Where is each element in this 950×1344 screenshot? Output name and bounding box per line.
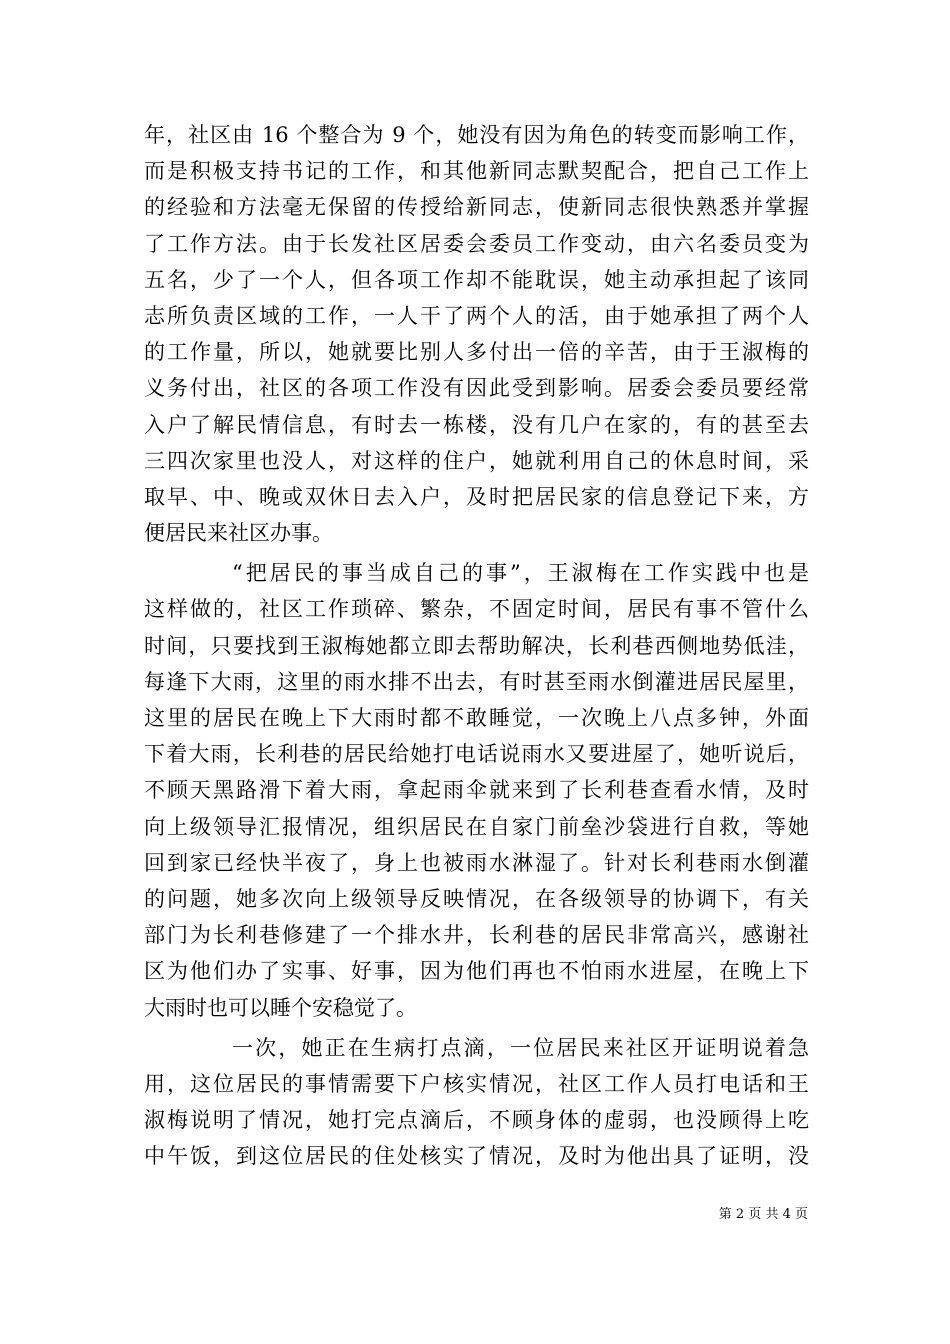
text-line: 下着大雨，长利巷的居民给她打电话说雨水又要进屋了，她听说后，	[144, 742, 809, 767]
text-line: 的问题，她多次向上级领导反映情况，在各级领导的协调下，有关	[144, 886, 809, 911]
text-line: 回到家已经快半夜了，身上也被雨水淋湿了。针对长利巷雨水倒灌	[144, 850, 809, 875]
text-line: 向上级领导汇报情况，组织居民在自家门前垒沙袋进行自救，等她	[144, 814, 809, 839]
text-line: 取早、中、晚或双休日去入户，及时把居民家的信息登记下来，方	[144, 484, 809, 509]
text-line: 义务付出，社区的各项工作没有因此受到影响。居委会委员要经常	[144, 376, 809, 401]
text-line: 这里的居民在晚上下大雨时都不敢睡觉，一次晚上八点多钟，外面	[144, 706, 809, 730]
text-line: 中午饭，到这位居民的住处核实了情况，及时为他出具了证明，没	[144, 1144, 809, 1169]
text-line: 而是积极支持书记的工作，和其他新同志默契配合，把自己工作上	[144, 159, 809, 184]
text-line: 了工作方法。由于长发社区居委会委员工作变动，由六名委员变为	[144, 231, 809, 256]
text-line: 入户了解民情信息，有时去一栋楼，没有几户在家的，有的甚至去	[144, 412, 809, 437]
text-line: 区为他们办了实事、好事，因为他们再也不怕雨水进屋，在晚上下	[144, 959, 809, 984]
text-line: 时间，只要找到王淑梅她都立即去帮助解决，长利巷西侧地势低洼，	[144, 633, 809, 658]
text-line: 便居民来社区办事。	[144, 521, 333, 546]
page-number-footer: 第 2 页 共 4 页	[718, 1207, 808, 1222]
text-line: 的工作量，所以，她就要比别人多付出一倍的辛苦，由于王淑梅的	[144, 340, 809, 365]
text-line: “把居民的事当成自己的事”，王淑梅在工作实践中也是	[232, 561, 809, 586]
text-line: 不顾天黑路滑下着大雨，拿起雨伞就来到了长利巷查看水情，及时	[144, 778, 809, 803]
paragraph	[144, 1030, 809, 1175]
text-line: 部门为长利巷修建了一个排水井，长利巷的居民非常高兴，感谢社	[144, 923, 809, 948]
text-line: 淑梅说明了情况，她打完点滴后，不顾身体的虚弱，也没顾得上吃	[144, 1108, 809, 1133]
text-line: 的经验和方法毫无保留的传授给新同志，使新同志很快熟悉并掌握	[144, 195, 809, 220]
text-line: 一次，她正在生病打点滴，一位居民来社区开证明说着急	[232, 1035, 809, 1060]
paragraph	[144, 555, 809, 1025]
text-line: 年，社区由 16 个整合为 9 个，她没有因为角色的转变而影响工作，	[144, 123, 809, 147]
text-line: 五名，少了一个人，但各项工作却不能耽误，她主动承担起了该同	[144, 267, 809, 292]
paragraph	[144, 117, 809, 551]
text-line: 大雨时也可以睡个安稳觉了。	[144, 995, 417, 1020]
text-line: 志所负责区域的工作，一人干了两个人的活，由于她承担了两个人	[144, 303, 809, 328]
text-line: 这样做的，社区工作琐碎、繁杂，不固定时间，居民有事不管什么	[144, 597, 809, 622]
text-line: 用，这位居民的事情需要下户核实情况，社区工作人员打电话和王	[144, 1071, 809, 1096]
text-line: 每逢下大雨，这里的雨水排不出去，有时甚至雨水倒灌进居民屋里，	[144, 669, 809, 694]
document-body	[144, 117, 809, 1174]
text-line: 三四次家里也没人，对这样的住户，她就利用自己的休息时间，采	[144, 448, 809, 473]
